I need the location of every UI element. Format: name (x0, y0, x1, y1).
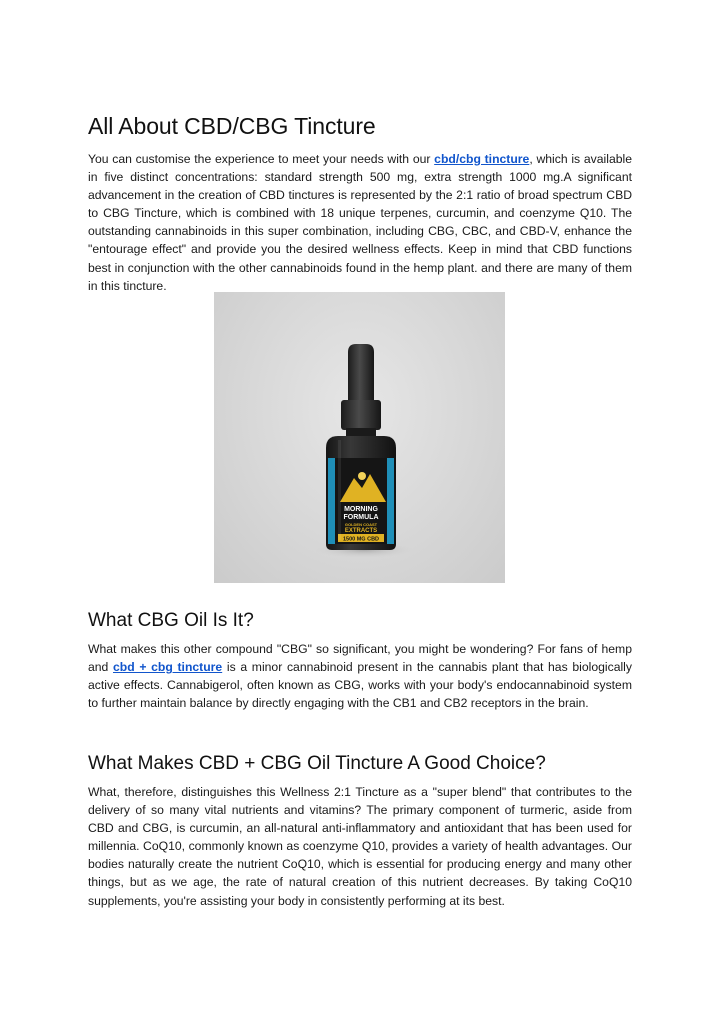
section-paragraph-good-choice: What, therefore, distinguishes this Wellness 2:1 Tincture as a "super blend" that contributes to the delivery of so many vital nutrients and vitamins? The primary component of turmeric, aside from CBD and CBG, is curcumin, an all-natural anti-inflammatory and antioxidant that has been used for millennia. CoQ10, commonly known as coenzyme Q10, provides a variety of health advantages. Our bodies naturally create the nutrient CoQ10, which is essential for producing energy and many other things, but as we age, the rate of natural creation of this nutrient decreases. By taking CoQ10 supplements, you're assisting your body in consistently performing at its best. (88, 785, 632, 908)
label-text-formula: FORMULA (343, 514, 379, 521)
paragraph-text: is a minor cannabinoid present in the cannabis plant that has biologically active effects. Cannabigerol, often known as CBG, works with your body's endocannabinoid system to further maintain balance by directly engaging with the CB1 and CB2 receptors in the brain. (88, 660, 632, 711)
section-title-what-cbg-oil: What CBG Oil Is It? (88, 610, 254, 631)
sun-icon (358, 472, 366, 480)
paragraph-text: You can customise the experience to meet your needs with our (88, 152, 435, 166)
label-text-brand: GOLDEN COAST (344, 522, 378, 527)
paragraph-text: What makes this other compound "CBG" so significant, you might be wondering? For fans of hemp and (88, 642, 632, 675)
bottle-neck (346, 428, 376, 436)
label-text-extracts: EXTRACTS (344, 528, 378, 534)
section-title-good-choice: What Makes CBD + CBG Oil Tincture A Good Choice? (88, 753, 546, 774)
dropper-bulb (348, 344, 374, 404)
label-text-strength: 1500 MG CBD (342, 536, 380, 543)
section-paragraph-about (88, 150, 632, 295)
label-blue-stripe (328, 458, 335, 544)
cbd-plus-cbg-tincture-link[interactable]: cbd + cbg tincture (113, 660, 223, 675)
paragraph-text: , which is available in five distinct concentrations: standard strength 500 mg, extra strength 1000 mg.A significant advancement in the creation of CBD tinctures is represented by the 2:1 ratio of broad spectrum CBD to CBG Tincture, which is combined with 18 unique terpenes, curcumin, and coenzyme Q10. The outstanding cannabinoids in this super combination, including CBG, CBC, and CBD-V, enhance the "entourage effect" and provide you the desired wellness effects. Keep in mind that CBD functions best in conjunction with the other cannabinoids found in the hemp plant. and there are many of them in this tincture. (88, 152, 632, 293)
section-paragraph-cbg-oil (88, 640, 632, 712)
section-title-about-cbd-cbg: All About CBD/CBG Tincture (88, 113, 376, 139)
label-blue-stripe (387, 458, 394, 544)
bottle-highlight (338, 440, 341, 540)
dropper-collar (341, 400, 381, 430)
product-bottle-image (214, 292, 505, 583)
label-text-morning: MORNING (344, 506, 378, 513)
cbd-cbg-tincture-link[interactable]: cbd/cbg tincture (434, 152, 530, 166)
